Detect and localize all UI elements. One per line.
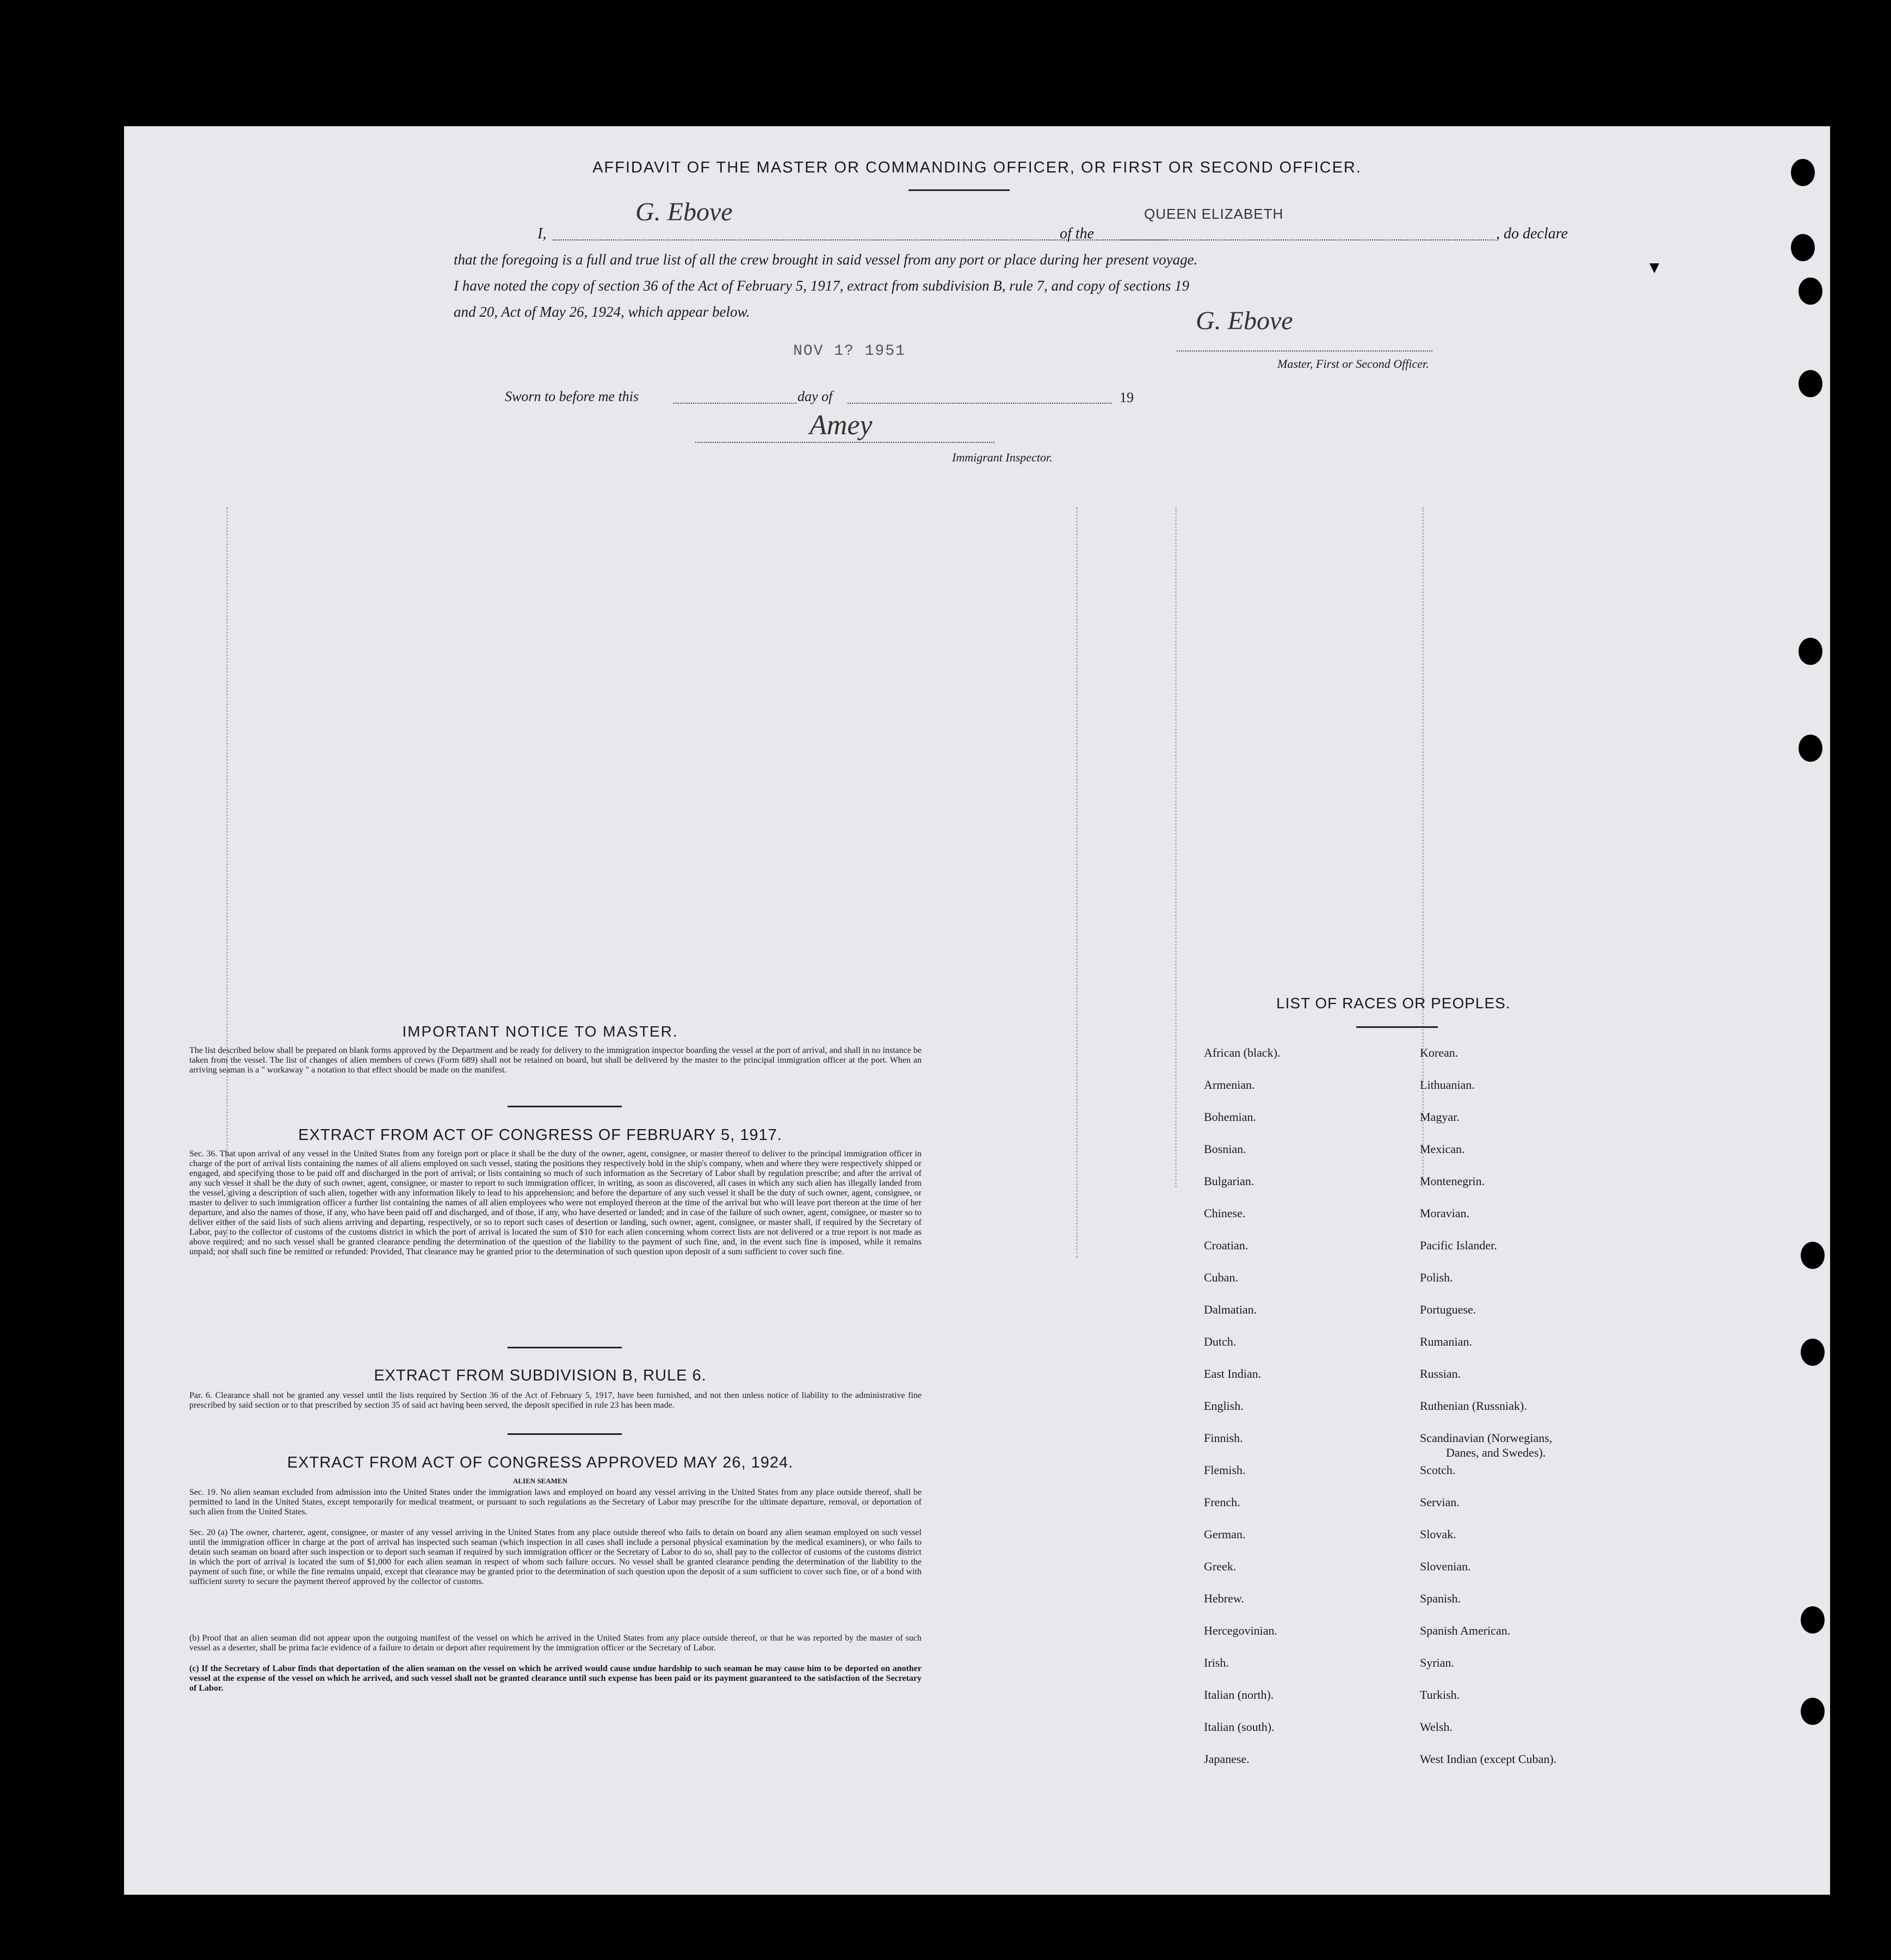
notice-body: The list described below shall be prepared on blank forms approved by the Department and be ready for delivery to the immigration inspector boarding the vessel at the port of arrival, and shall in no instance be taken from the vessel. The list of changes of alien members of crews (Form 689) shall not be retained on board, but shall be delivered by the master to the principal immigration officer at the port. When an arriving seaman is a " workaway " a notation to that effect should be made on the manifest. — [189, 1046, 922, 1075]
race-item: Syrian. — [1420, 1656, 1454, 1669]
margin-dots-mid — [1076, 507, 1078, 1258]
race-item: Welsh. — [1420, 1720, 1453, 1734]
punch-hole — [1799, 638, 1822, 665]
small-mark — [1649, 263, 1659, 273]
extract-1917-rule — [508, 1347, 622, 1348]
vessel-line — [1120, 239, 1495, 241]
race-item: Magyar. — [1420, 1110, 1460, 1124]
race-item: Hebrew. — [1204, 1592, 1244, 1605]
race-item: Mexican. — [1420, 1142, 1465, 1156]
punch-hole — [1791, 234, 1815, 261]
subdivision-b-title: EXTRACT FROM SUBDIVISION B, RULE 6. — [374, 1367, 707, 1384]
inspector-signature: Amey — [809, 410, 873, 441]
title-rule — [909, 189, 1010, 191]
extract-1924-subtitle: ALIEN SEAMEN — [512, 1477, 568, 1485]
master-sign-line — [1177, 350, 1432, 352]
race-item: Slovak. — [1420, 1527, 1456, 1541]
race-item: Bosnian. — [1204, 1142, 1246, 1156]
race-item: Flemish. — [1204, 1463, 1246, 1477]
race-item: Pacific Islander. — [1420, 1238, 1497, 1252]
race-item: Russian. — [1420, 1367, 1461, 1380]
race-item: Dalmatian. — [1204, 1303, 1257, 1316]
punch-hole — [1799, 370, 1822, 397]
sworn-year: 19 — [1120, 390, 1134, 405]
affidavit-line-3: I have noted the copy of section 36 of the Act of February 5, 1917, extract from subdivision B, rule 7, and copy of sections 19 — [454, 278, 1189, 294]
race-item-continuation: Danes, and Swedes). — [1446, 1446, 1546, 1459]
race-item: Bohemian. — [1204, 1110, 1256, 1124]
race-item: Greek. — [1204, 1560, 1237, 1573]
race-item: Irish. — [1204, 1656, 1229, 1669]
punch-hole — [1799, 735, 1822, 762]
affidavit-i: I, — [537, 225, 547, 242]
do-declare: , do declare — [1496, 225, 1568, 242]
race-item: East Indian. — [1204, 1367, 1262, 1380]
race-item: English. — [1204, 1399, 1244, 1413]
punch-hole — [1801, 1606, 1825, 1634]
race-item: Chinese. — [1204, 1206, 1246, 1220]
race-item: Polish. — [1420, 1271, 1453, 1284]
race-item: Hercegovinian. — [1204, 1624, 1277, 1637]
race-item: West Indian (except Cuban). — [1420, 1752, 1557, 1766]
extract-1924-sec19: Sec. 19. No alien seaman excluded from admission into the United States under the immigration laws and employed on board any vessel arriving in the United States from any place outside thereof, shall be permitted to land in the United States, except temporarily for medical treatment, or pursuant to such regulations as the Secretary of Labor may prescribe for the ultimate departure, removal, or deportation of such alien from the United States. — [189, 1488, 922, 1517]
punch-hole — [1801, 1698, 1825, 1725]
subdivision-b-body: Par. 6. Clearance shall not be granted any vessel until the lists required by Section 36 of the Act of February 5, 1917, have been furnished, and not then unless notice of liability to the administrative fine prescribed by said section or to that prescribed by section 35 of said act having been served, the deposit specified in rule 23 has been made. — [189, 1391, 922, 1410]
race-item: Scotch. — [1420, 1463, 1456, 1477]
punch-hole — [1801, 1242, 1825, 1269]
vessel-name: QUEEN ELIZABETH — [1144, 206, 1284, 222]
margin-dots-right-a — [1175, 507, 1177, 1187]
punch-hole — [1791, 159, 1815, 186]
sworn-prefix: Sworn to before me this — [505, 389, 639, 404]
race-item: Spanish. — [1420, 1592, 1461, 1605]
races-title: LIST OF RACES OR PEOPLES. — [1276, 995, 1511, 1012]
affidavit-line-4: and 20, Act of May 26, 1924, which appear below. — [454, 304, 750, 320]
document-sheet — [124, 126, 1830, 1895]
race-item: Scandinavian (Norwegians, — [1420, 1431, 1553, 1445]
race-item: Armenian. — [1204, 1078, 1255, 1092]
notice-rule — [508, 1106, 622, 1107]
sworn-day-of: day of — [798, 389, 833, 404]
race-item: Italian (north). — [1204, 1688, 1274, 1702]
master-signature: G. Ebove — [1196, 306, 1293, 335]
race-item: Spanish American. — [1420, 1624, 1511, 1637]
race-item: Slovenian. — [1420, 1560, 1471, 1573]
extract-1924-sec20c: (c) If the Secretary of Labor finds that deportation of the alien seaman on the vessel on which he arrived would cause undue hardship to such seaman he may cause him to be deported on another vessel at the expense of the vessel on which he arrived, and such vessel shall not be granted clearance until such expense has been paid or its payment guaranteed to the satisfaction of the Secretary of Labor. — [189, 1664, 922, 1693]
extract-1924-sec20a: Sec. 20 (a) The owner, charterer, agent, consignee, or master of any vessel arriving in the United States from any place outside thereof who fails to detain on board any alien seaman employed on such vessel until the immigration officer in charge at the port of arrival has inspected such seaman (which inspection in all cases shall include a personal physical examination by the medical examiners), or who fails to detain such seaman on board after such inspection or to deport such seaman if required by such immigration officer or the Secretary of Labor to do so, shall pay to the collector of customs of the customs district in which the port of arrival is located the sum of $1,000 for each alien seaman in respect of whom such failure occurs. No vessel shall be granted clearance pending the determination of the liability to the payment of such fine, or while the fine remains unpaid, except that clearance may be granted prior to the determination of such question upon the deposit of a sum sufficient to cover such fine, or of a bond with sufficient surety to secure the payment thereof approved by the collector of customs. — [189, 1528, 922, 1586]
race-item: Lithuanian. — [1420, 1078, 1475, 1092]
inspector-caption: Immigrant Inspector. — [952, 451, 1053, 464]
race-item: Bulgarian. — [1204, 1174, 1255, 1188]
race-item: Croatian. — [1204, 1238, 1249, 1252]
race-item: Turkish. — [1420, 1688, 1460, 1702]
affidavit-line-2: that the foregoing is a full and true list of all the crew brought in said vessel from any port or place during her present voyage. — [454, 251, 1198, 268]
race-item: Moravian. — [1420, 1206, 1470, 1220]
date-stamp: NOV 1? 1951 — [793, 343, 906, 360]
affidavit-title: AFFIDAVIT OF THE MASTER OR COMMANDING OFFICER, OR FIRST OR SECOND OFFICER. — [592, 159, 1362, 176]
race-item: Montenegrin. — [1420, 1174, 1485, 1188]
margin-dots-left — [226, 507, 228, 1258]
races-rule — [1356, 1026, 1438, 1028]
sworn-day-line — [673, 403, 796, 404]
subdivision-b-rule — [508, 1433, 622, 1435]
race-item: French. — [1204, 1495, 1240, 1509]
inspector-sign-line — [695, 442, 994, 443]
race-item: Cuban. — [1204, 1271, 1238, 1284]
race-item: German. — [1204, 1527, 1246, 1541]
race-item: Ruthenian (Russniak). — [1420, 1399, 1527, 1413]
master-caption: Master, First or Second Officer. — [1277, 357, 1429, 371]
race-item: Korean. — [1420, 1046, 1459, 1059]
extract-1917-title: EXTRACT FROM ACT OF CONGRESS OF FEBRUARY 5, 1917. — [298, 1126, 782, 1144]
race-item: Italian (south). — [1204, 1720, 1275, 1734]
notice-title: IMPORTANT NOTICE TO MASTER. — [402, 1023, 678, 1040]
punch-hole — [1801, 1339, 1825, 1366]
extract-1924-title: EXTRACT FROM ACT OF CONGRESS APPROVED MAY 26, 1924. — [287, 1454, 794, 1471]
master-signature-top: G. Ebove — [635, 198, 733, 226]
extract-1924-sec20b: (b) Proof that an alien seaman did not appear upon the outgoing manifest of the vessel on which he arrived in the United States from any place outside thereof, or that he was reported by the master of such vessel as a deserter, shall be prima facie evidence of a failure to detain or deport after requirement by the immigration officer or the Secretary of Labor. — [189, 1634, 922, 1653]
race-item: Servian. — [1420, 1495, 1460, 1509]
race-item: African (black). — [1204, 1046, 1281, 1059]
race-item: Finnish. — [1204, 1431, 1243, 1445]
race-item: Japanese. — [1204, 1752, 1250, 1766]
extract-1917-body: Sec. 36. That upon arrival of any vessel in the United States from any foreign port or place it shall be the duty of the owner, agent, consignee, or master thereof to deliver to the principal immigration officer in charge of the port of arrival lists containing the names of all aliens employed on such vessel, stating the positions they respectively hold in the ship's company, when and where they were respectively shipped or engaged, and specifying those to be paid off and discharged in the port of arrival; or lists containing so much of such information as the Secretary of Labor shall by regulation prescribe; and after the arrival of any such vessel it shall be the duty of such owner, agent, consignee, or master to report to such immigration officer, in writing, as soon as discovered, all cases in which any such alien has illegally landed from the vessel, giving a description of such alien, together with any information likely to lead to his apprehension; and before the departure of any such vessel it shall be the duty of such owner, agent, consignee, or master to deliver to such immigration officer a further list containing the names of all alien employees who were not employed thereon at the time of the arrival but who will leave port thereon at the time of her departure, and also the names of those, if any, who have been paid off and discharged, and of those, if any, who have deserted or landed; and in case of the failure of such owner, agent, consignee, or master so to deliver either of the said lists of such aliens arriving and departing, respectively, or so to report such cases of desertion or landing, such owner, agent, consignee, or master shall, if required by the Secretary of Labor, pay to the collector of customs of the customs district in which the port of arrival is located the sum of $10 for each alien concerning whom correct lists are not delivered or a true report is not made as above required; and no such vessel shall be granted clearance pending the determination of the question of the liability to the payment of such fine, and, in the event such fine is imposed, while it remains unpaid; nor shall such fine be remitted or refunded: Provided, That clearance may be granted prior to the determination of such question upon deposit of a sum sufficient to cover such fine. — [189, 1149, 922, 1256]
sworn-month-line — [848, 403, 1112, 404]
race-item: Rumanian. — [1420, 1335, 1472, 1348]
race-item: Portuguese. — [1420, 1303, 1476, 1316]
of-the-label: of the — [1060, 225, 1094, 242]
race-item: Dutch. — [1204, 1335, 1237, 1348]
punch-hole — [1799, 278, 1822, 305]
